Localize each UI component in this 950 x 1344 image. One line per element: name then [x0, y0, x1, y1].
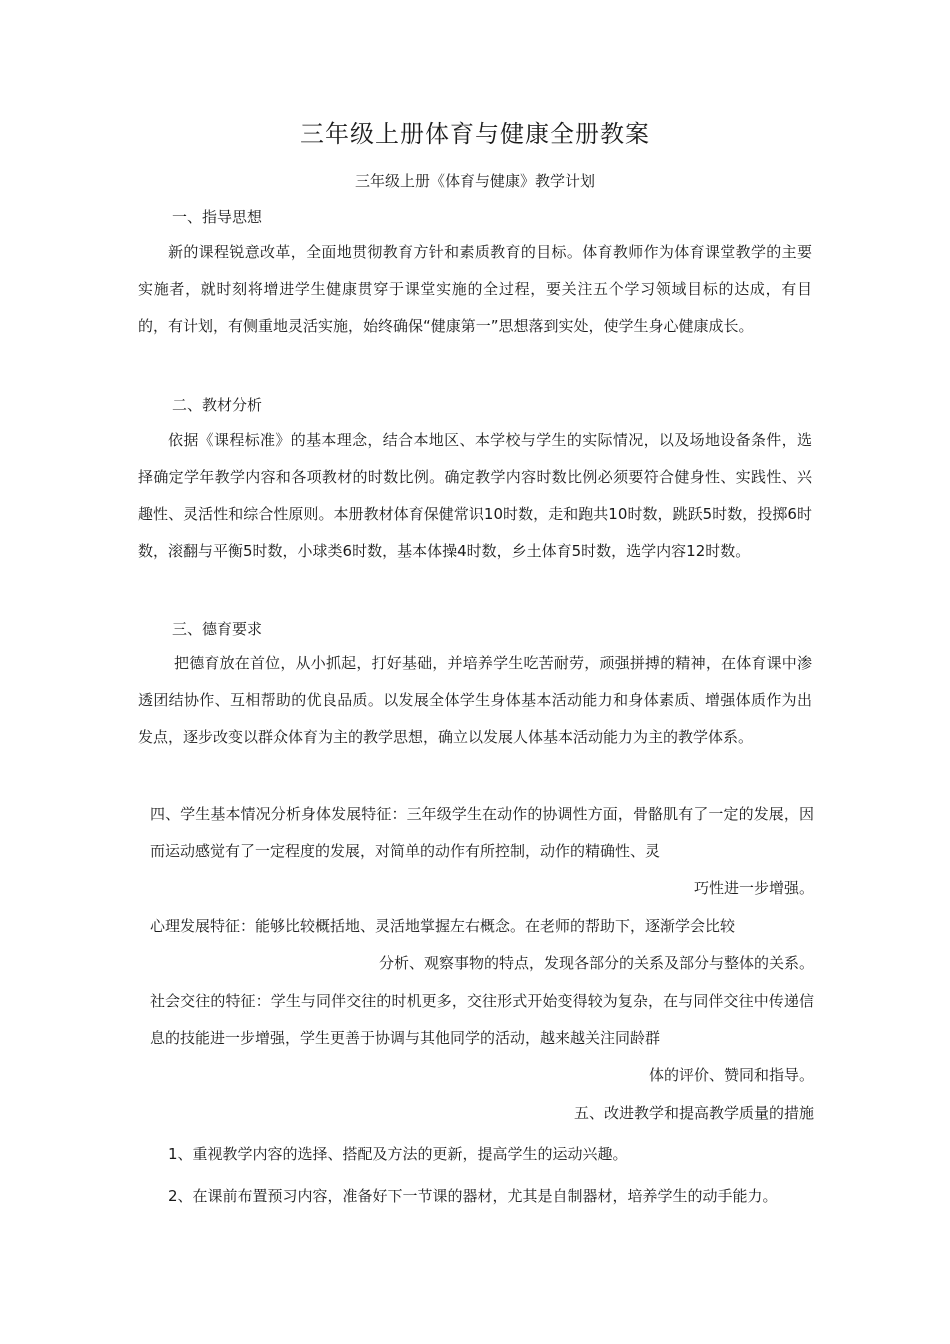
document-subtitle: 三年级上册《体育与健康》教学计划	[354, 172, 595, 190]
section-heading-textbook-analysis: 二、教材分析	[172, 396, 263, 414]
measure-item-2: 2、在课前布置预习内容，准备好下一节课的器材，尤其是自制器材，培养学生的动手能力。	[168, 1187, 778, 1205]
measure-item-1: 1、重视教学内容的选择、搭配及方法的更新，提高学生的运动兴趣。	[168, 1145, 628, 1163]
paragraph-guiding-thought: 新的课程锐意改革，全面地贯彻教育方针和素质教育的目标。体育教师作为体育课堂教学的主要实施者，就时刻将增进学生健康贯穿于课堂实施的全过程，要关注五个学习领域目标的达成，有目的，有计划，有侧重地灵活实施，始终确保“健康第一”思想落到实处，使学生身心健康成长。	[138, 243, 812, 335]
paragraph-psychological-development	[150, 908, 814, 982]
document-title: 三年级上册体育与健康全册教案	[300, 120, 650, 148]
paragraph-physical-development	[150, 796, 814, 907]
section-heading-guiding-thought: 一、指导思想	[172, 208, 263, 226]
section-heading-moral-education: 三、德育要求	[172, 620, 263, 638]
section-heading-improvement-measures: 五、改进教学和提高教学质量的措施	[573, 1104, 814, 1122]
physical-development-last-line: 巧性进一步增强。	[693, 879, 814, 897]
psychological-development-last-line: 分析、观察事物的特点，发现各部分的关系及部分与整体的关系。	[378, 954, 814, 972]
social-interaction-last-line: 体的评价、赞同和指导。	[648, 1066, 814, 1084]
social-interaction-text: 社会交往的特征：学生与同伴交往的时机更多，交往形式开始变得较为复杂，在与同伴交往中传递信息的技能进一步增强，学生更善于协调与其他同学的活动，越来越关注同龄群	[150, 992, 814, 1047]
paragraph-textbook-analysis: 依据《课程标准》的基本理念，结合本地区、本学校与学生的实际情况，以及场地设备条件，选择确定学年教学内容和各项教材的时数比例。确定教学内容时数比例必须要符合健身性、实践性、兴趣性、灵活性和综合性原则。本册教材体育保健常识10时数，走和跑共10时数，跳跃5时数，投掷6时数，滚翻与平衡5时数，小球类6时数，基本体操4时数，乡土体育5时数，选学内容12时数。	[138, 431, 812, 560]
psychological-development-text: 心理发展特征：能够比较概括地、灵活地掌握左右概念。在老师的帮助下，逐渐学会比较	[150, 917, 736, 935]
paragraph-moral-education: 把德育放在首位，从小抓起，打好基础，并培养学生吃苦耐劳，顽强拼搏的精神，在体育课中渗透团结协作、互相帮助的优良品质。以发展全体学生身体基本活动能力和身体素质、增强体质作为出发点，逐步改变以群众体育为主的教学思想，确立以发展人体基本活动能力为主的教学体系。	[138, 654, 812, 746]
paragraph-social-interaction	[150, 983, 814, 1094]
physical-development-text: 四、学生基本情况分析身体发展特征：三年级学生在动作的协调性方面，骨骼肌有了一定的发展，因而运动感觉有了一定程度的发展，对简单的动作有所控制，动作的精确性、灵	[150, 805, 814, 860]
